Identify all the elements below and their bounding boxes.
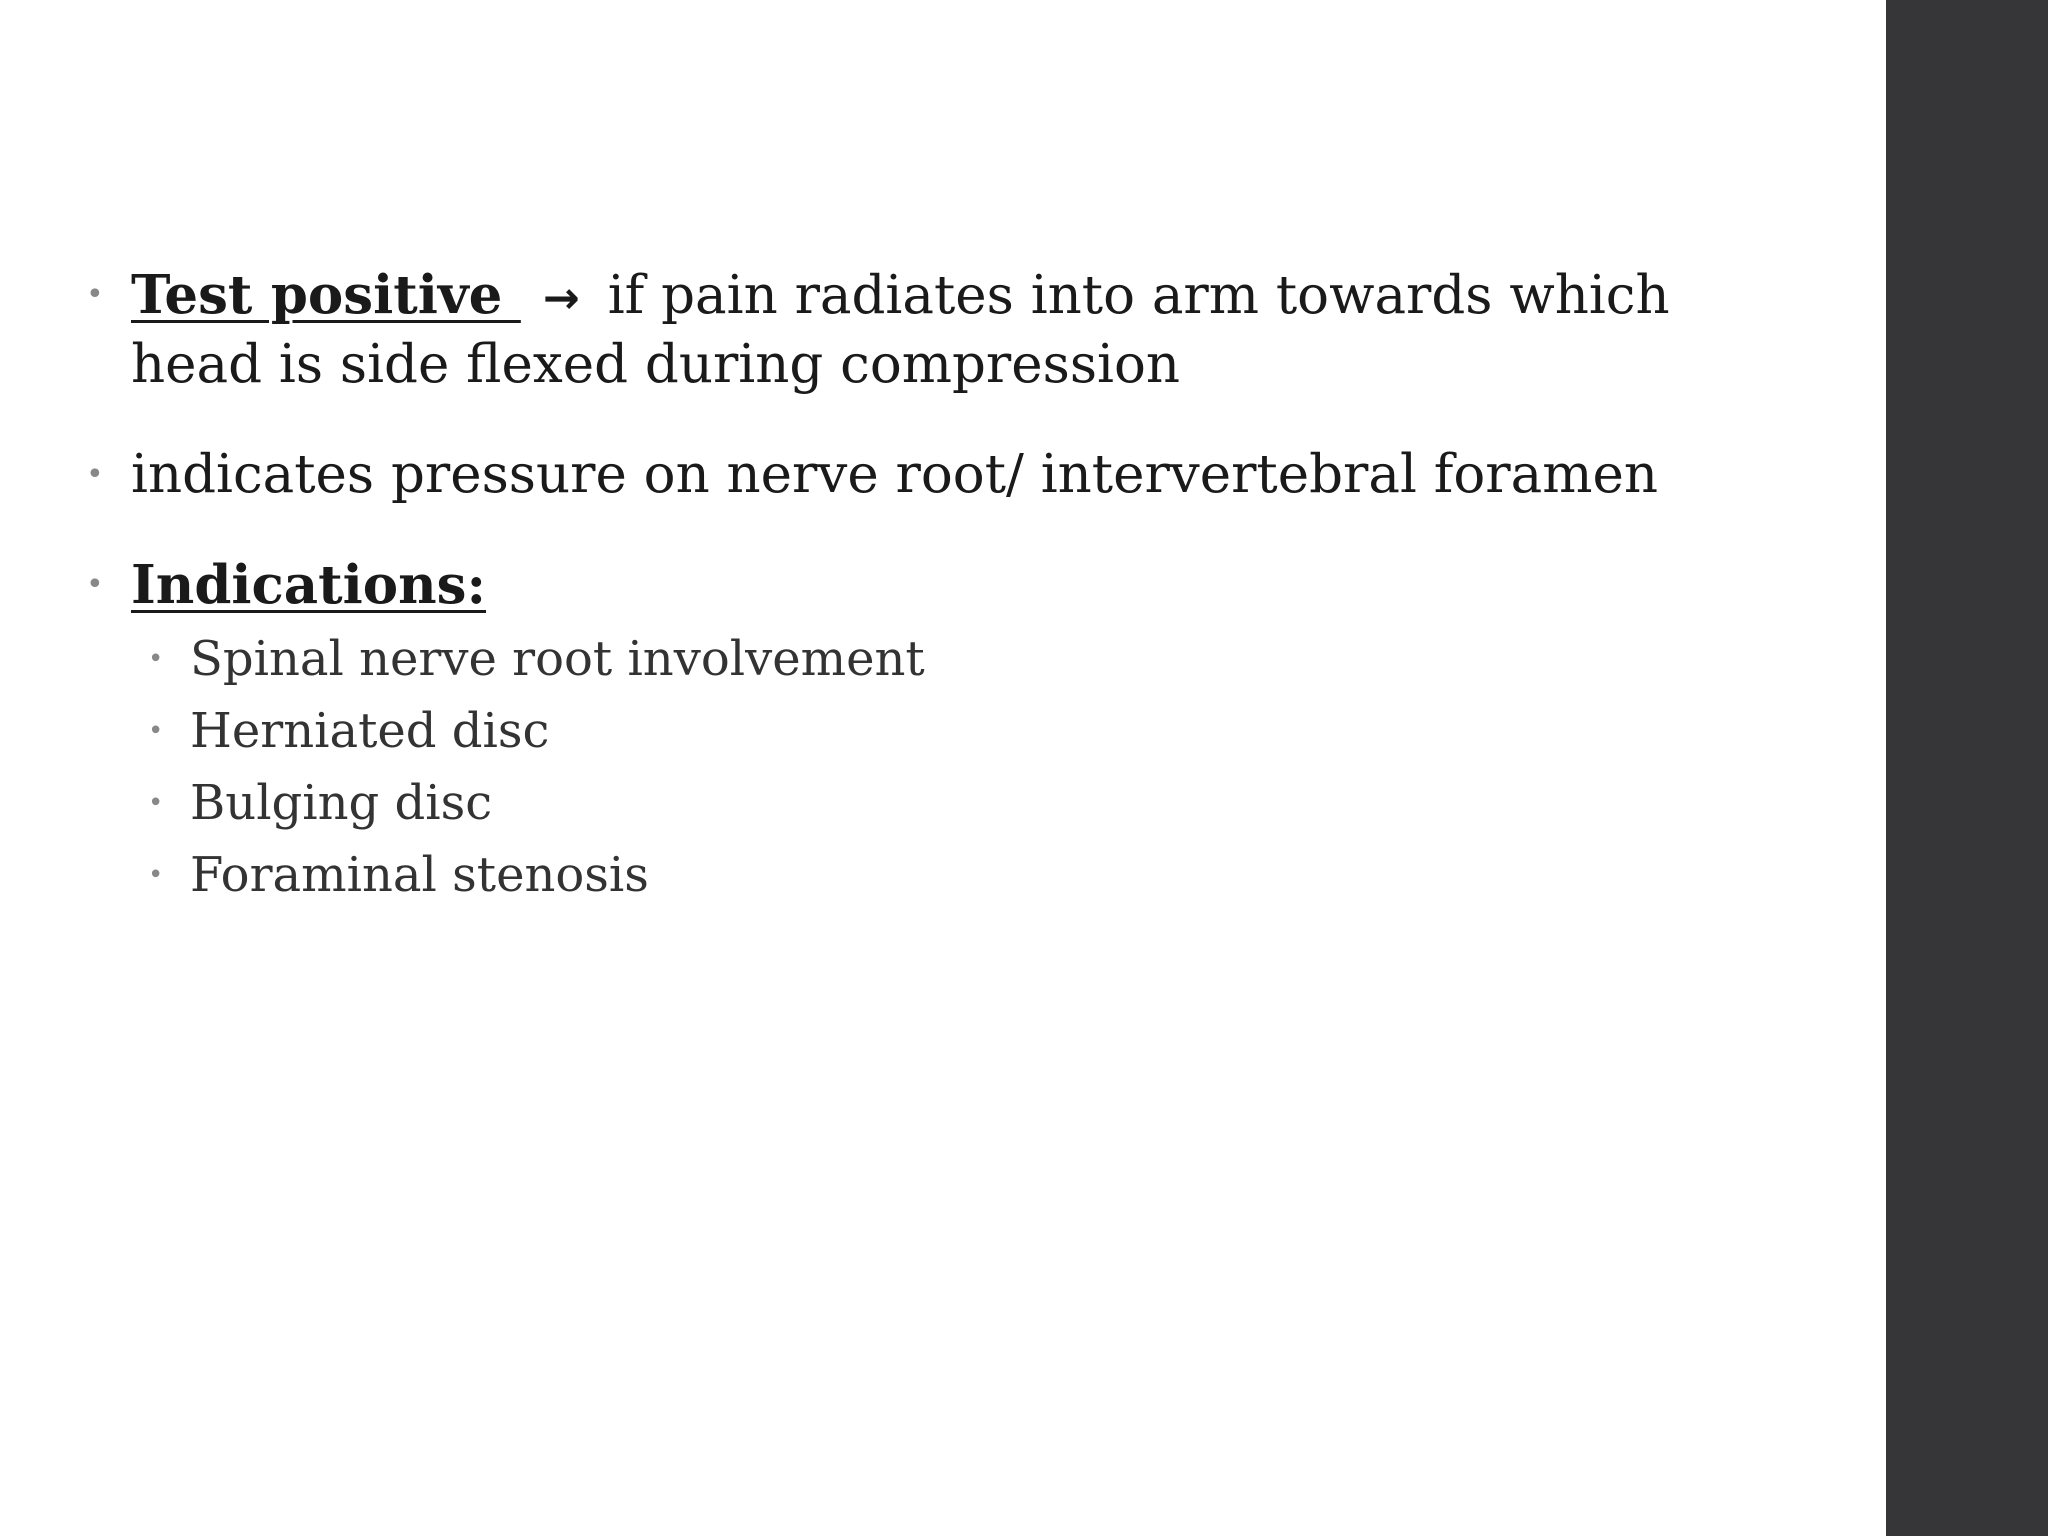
bullet-dot-icon: • (148, 716, 164, 746)
bullet-dot-icon: • (86, 567, 104, 602)
list-item-text: Foraminal stenosis (190, 847, 649, 903)
bullet-dot-icon: • (148, 644, 164, 674)
slide-content (86, 262, 1786, 911)
bullet-indicates (86, 442, 1786, 508)
bullet-dot-icon: • (86, 457, 104, 492)
indicates-text: indicates pressure on nerve root/ intervertebral foramen (131, 444, 1658, 505)
test-positive-text: if pain radiates into arm towards which head is side flexed during compression (131, 265, 1670, 395)
bullet-test-positive (86, 262, 1786, 398)
list-item (148, 767, 1786, 839)
list-item-text: Spinal nerve root involvement (190, 631, 925, 687)
list-item (148, 839, 1786, 911)
bullet-dot-icon: • (148, 860, 164, 890)
list-item (148, 695, 1786, 767)
bullet-dot-icon: • (86, 277, 104, 312)
bullet-indications (86, 552, 1786, 619)
test-positive-label: Test positive (131, 264, 521, 326)
bullet-dot-icon: • (148, 788, 164, 818)
indications-label: Indications: (131, 554, 487, 616)
arrow-right-icon: → (542, 273, 580, 324)
list-item-text: Bulging disc (190, 775, 493, 831)
list-item-text: Herniated disc (190, 703, 550, 759)
side-bar (1886, 0, 2048, 1536)
list-item (148, 623, 1786, 695)
indications-list (148, 623, 1786, 911)
